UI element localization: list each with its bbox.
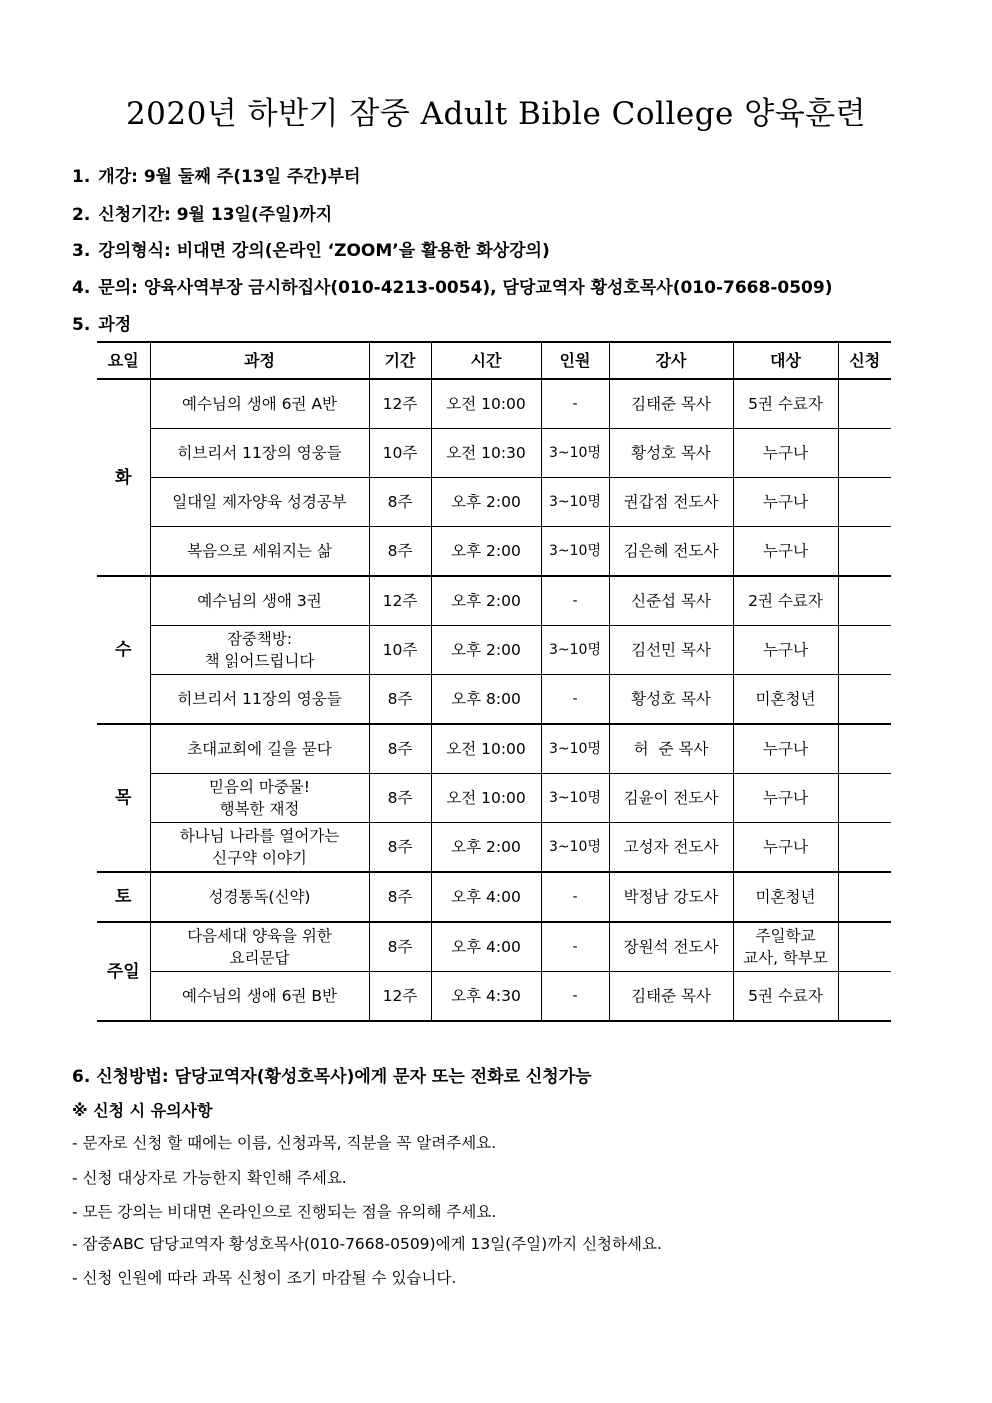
header-course: 과정 — [150, 342, 369, 379]
apply-cell[interactable] — [838, 527, 891, 577]
people-cell: 3~10명 — [541, 774, 609, 823]
time-cell: 오후 2:00 — [431, 527, 541, 577]
apply-cell[interactable] — [838, 922, 891, 972]
course-cell: 예수님의 생애 6권 A반 — [150, 379, 369, 429]
apply-cell[interactable] — [838, 379, 891, 429]
time-cell: 오후 4:30 — [431, 972, 541, 1022]
people-cell: 3~10명 — [541, 527, 609, 577]
table-row — [97, 626, 891, 675]
day-thursday: 목 — [97, 724, 150, 872]
people-cell: - — [541, 922, 609, 972]
period-cell: 8주 — [369, 724, 431, 774]
table-header-row — [97, 342, 891, 379]
target-cell: 미혼청년 — [733, 872, 838, 922]
header-people: 인원 — [541, 342, 609, 379]
table-row — [97, 774, 891, 823]
teacher-cell: 신준섭 목사 — [609, 576, 733, 626]
header-time: 시간 — [431, 342, 541, 379]
people-cell: 3~10명 — [541, 478, 609, 527]
time-cell: 오후 2:00 — [431, 478, 541, 527]
apply-cell[interactable] — [838, 478, 891, 527]
period-cell: 8주 — [369, 823, 431, 873]
note-item: - 잠중ABC 담당교역자 황성호목사(010-7668-0509)에게 13일(주일)까지 신청하세요. — [72, 1235, 662, 1253]
period-cell: 10주 — [369, 626, 431, 675]
time-cell: 오전 10:00 — [431, 379, 541, 429]
people-cell: 3~10명 — [541, 724, 609, 774]
table-row — [97, 823, 891, 873]
target-cell: 주일학교 교사, 학부모 — [733, 922, 838, 972]
apply-cell[interactable] — [838, 675, 891, 725]
document-title: 2020년 하반기 잠중 Adult Bible College 양육훈련 — [125, 96, 867, 132]
info-item-format: 3. 강의형식: 비대면 강의(온라인 ‘ZOOM’을 활용한 화상강의) — [72, 241, 550, 261]
course-cell: 성경통독(신약) — [150, 872, 369, 922]
table-row — [97, 576, 891, 626]
info-item-courses: 5. 과정 — [72, 315, 132, 335]
time-cell: 오후 2:00 — [431, 823, 541, 873]
table-row — [97, 429, 891, 478]
course-cell: 히브리서 11장의 영웅들 — [150, 675, 369, 725]
people-cell: - — [541, 972, 609, 1022]
course-cell: 복음으로 세워지는 삶 — [150, 527, 369, 577]
application-method: 6. 신청방법: 담당교역자(황성호목사)에게 문자 또는 전화로 신청가능 — [72, 1067, 592, 1087]
note-item: - 신청 인원에 따라 과목 신청이 조기 마감될 수 있습니다. — [72, 1269, 457, 1287]
table-row — [97, 972, 891, 1022]
note-item: - 모든 강의는 비대면 온라인으로 진행되는 점을 유의해 주세요. — [72, 1203, 497, 1221]
course-cell: 예수님의 생애 6권 B반 — [150, 972, 369, 1022]
course-cell: 잠중책방: 책 읽어드립니다 — [150, 626, 369, 675]
course-cell: 일대일 제자양육 성경공부 — [150, 478, 369, 527]
target-cell: 누구나 — [733, 478, 838, 527]
note-item: - 문자로 신청 할 때에는 이름, 신청과목, 직분을 꼭 알려주세요. — [72, 1134, 497, 1152]
period-cell: 8주 — [369, 527, 431, 577]
apply-cell[interactable] — [838, 724, 891, 774]
header-apply: 신청 — [838, 342, 891, 379]
teacher-cell: 김태준 목사 — [609, 379, 733, 429]
teacher-cell: 권갑점 전도사 — [609, 478, 733, 527]
apply-cell[interactable] — [838, 823, 891, 873]
apply-cell[interactable] — [838, 872, 891, 922]
table-row — [97, 675, 891, 725]
period-cell: 8주 — [369, 478, 431, 527]
target-cell: 누구나 — [733, 527, 838, 577]
table-row — [97, 527, 891, 577]
time-cell: 오후 4:00 — [431, 922, 541, 972]
apply-cell[interactable] — [838, 774, 891, 823]
header-teacher: 강사 — [609, 342, 733, 379]
target-cell: 누구나 — [733, 823, 838, 873]
people-cell: - — [541, 675, 609, 725]
day-saturday: 토 — [97, 872, 150, 922]
period-cell: 12주 — [369, 576, 431, 626]
time-cell: 오후 2:00 — [431, 576, 541, 626]
target-cell: 누구나 — [733, 626, 838, 675]
course-cell: 믿음의 마중물! 행복한 재정 — [150, 774, 369, 823]
course-cell: 하나님 나라를 열어가는 신구약 이야기 — [150, 823, 369, 873]
target-cell: 5권 수료자 — [733, 379, 838, 429]
apply-cell[interactable] — [838, 429, 891, 478]
people-cell: 3~10명 — [541, 429, 609, 478]
info-item-contact: 4. 문의: 양육사역부장 금시하집사(010-4213-0054), 담당교역자 황성호목사(010-7668-0509) — [72, 278, 833, 298]
teacher-cell: 김윤이 전도사 — [609, 774, 733, 823]
period-cell: 8주 — [369, 774, 431, 823]
course-cell: 다음세대 양육을 위한 요리문답 — [150, 922, 369, 972]
table-row — [97, 872, 891, 922]
teacher-cell: 김태준 목사 — [609, 972, 733, 1022]
apply-cell[interactable] — [838, 626, 891, 675]
time-cell: 오전 10:00 — [431, 724, 541, 774]
period-cell: 12주 — [369, 379, 431, 429]
course-cell: 예수님의 생애 3권 — [150, 576, 369, 626]
day-sunday: 주일 — [97, 922, 150, 1021]
header-day: 요일 — [97, 342, 150, 379]
apply-cell[interactable] — [838, 972, 891, 1022]
apply-cell[interactable] — [838, 576, 891, 626]
period-cell: 10주 — [369, 429, 431, 478]
target-cell: 누구나 — [733, 724, 838, 774]
teacher-cell: 황성호 목사 — [609, 429, 733, 478]
time-cell: 오후 8:00 — [431, 675, 541, 725]
period-cell: 8주 — [369, 922, 431, 972]
people-cell: - — [541, 379, 609, 429]
teacher-cell: 장원석 전도사 — [609, 922, 733, 972]
note-item: - 신청 대상자로 가능한지 확인해 주세요. — [72, 1169, 347, 1187]
period-cell: 8주 — [369, 675, 431, 725]
teacher-cell: 박정남 강도사 — [609, 872, 733, 922]
day-tuesday: 화 — [97, 379, 150, 576]
time-cell: 오전 10:30 — [431, 429, 541, 478]
target-cell: 누구나 — [733, 774, 838, 823]
target-cell: 5권 수료자 — [733, 972, 838, 1022]
time-cell: 오전 10:00 — [431, 774, 541, 823]
teacher-cell: 황성호 목사 — [609, 675, 733, 725]
teacher-cell: 허 준 목사 — [609, 724, 733, 774]
header-target: 대상 — [733, 342, 838, 379]
teacher-cell: 고성자 전도사 — [609, 823, 733, 873]
target-cell: 미혼청년 — [733, 675, 838, 725]
people-cell: - — [541, 872, 609, 922]
table-row — [97, 379, 891, 429]
table-row — [97, 724, 891, 774]
header-period: 기간 — [369, 342, 431, 379]
table-row — [97, 478, 891, 527]
course-cell: 히브리서 11장의 영웅들 — [150, 429, 369, 478]
target-cell: 2권 수료자 — [733, 576, 838, 626]
people-cell: 3~10명 — [541, 823, 609, 873]
course-table — [97, 341, 891, 1022]
people-cell: 3~10명 — [541, 626, 609, 675]
time-cell: 오후 4:00 — [431, 872, 541, 922]
table-row — [97, 922, 891, 972]
day-wednesday: 수 — [97, 576, 150, 724]
time-cell: 오후 2:00 — [431, 626, 541, 675]
teacher-cell: 김선민 목사 — [609, 626, 733, 675]
notes-title: ※ 신청 시 유의사항 — [72, 1101, 213, 1120]
info-item-opening: 1. 개강: 9월 둘째 주(13일 주간)부터 — [72, 167, 361, 187]
course-cell: 초대교회에 길을 묻다 — [150, 724, 369, 774]
people-cell: - — [541, 576, 609, 626]
teacher-cell: 김은혜 전도사 — [609, 527, 733, 577]
target-cell: 누구나 — [733, 429, 838, 478]
period-cell: 12주 — [369, 972, 431, 1022]
info-item-apply-period: 2. 신청기간: 9월 13일(주일)까지 — [72, 205, 333, 225]
period-cell: 8주 — [369, 872, 431, 922]
